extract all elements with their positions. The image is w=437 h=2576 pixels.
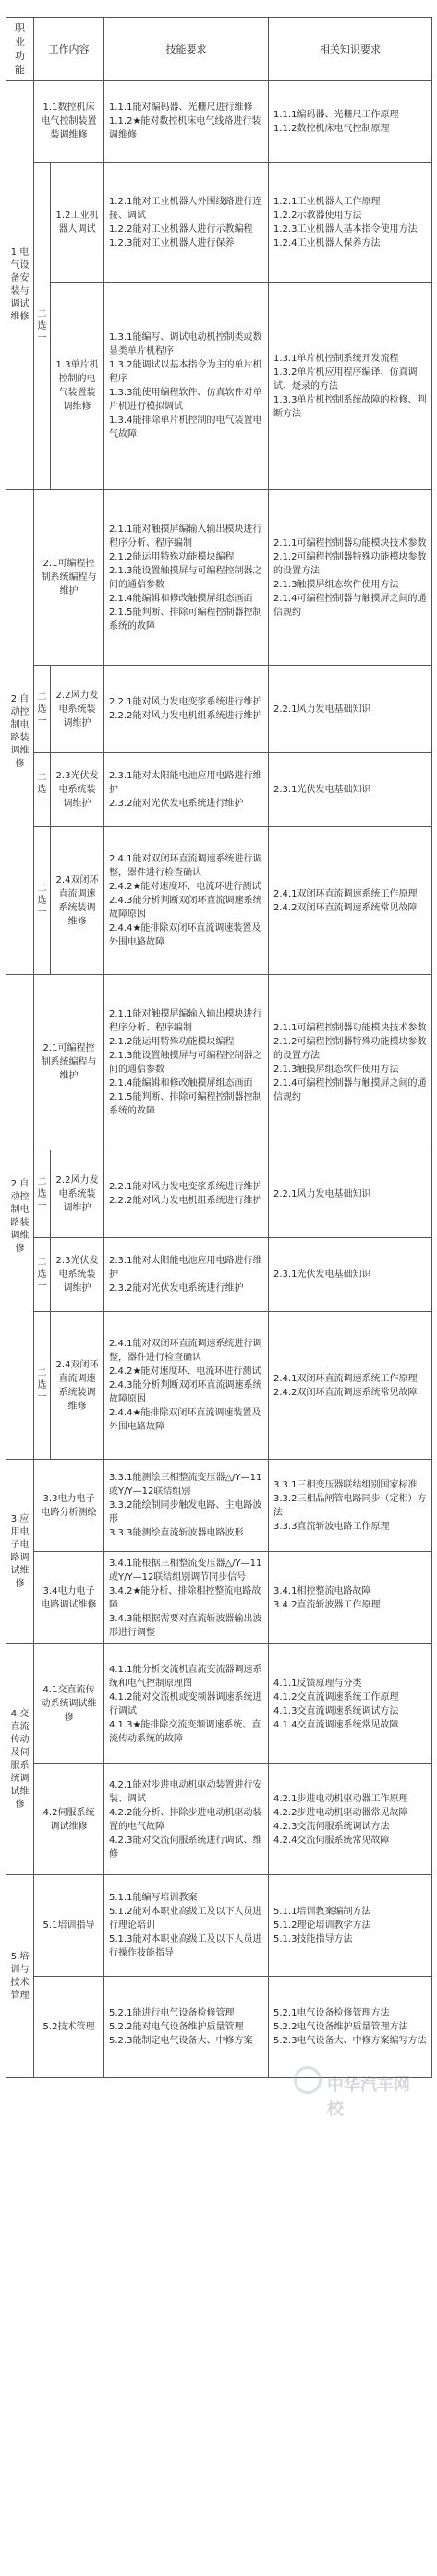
skill-item: 2.4.2★能对速度环、电流环进行测试 xyxy=(109,1366,261,1377)
function-cell: 4.交直流传动及伺服系统调试维修 xyxy=(6,1644,34,1875)
table-row xyxy=(6,1644,432,1764)
function-cell: 5.培训与技术管理 xyxy=(6,1875,34,2078)
knowledge-item: 1.3.2单片机应用程序编译、仿真调试、烧录的方法 xyxy=(273,367,418,391)
skill-item: 1.2.1能对工业机器人外围线路进行连接、调试 xyxy=(109,196,262,221)
skill-item: 2.2.1能对风力发电变浆系统进行维护 xyxy=(109,697,262,707)
skill-item: 1.3.1能编写、调试电动机控制类或数显类单片机程序 xyxy=(109,332,262,356)
skill-item: 4.1.1能分析交流机直流变流器调速系统和电气控制原理图 xyxy=(109,1664,262,1689)
header-task: 工作内容 xyxy=(34,18,104,81)
knowledge-item: 2.1.3触摸屏组态软件使用方法 xyxy=(273,1064,399,1075)
skill-cell xyxy=(104,753,269,827)
knowledge-cell xyxy=(269,490,432,666)
skill-item: 5.2.3能制定电气设备大、中修方案 xyxy=(109,2036,253,2046)
table-row xyxy=(6,753,432,827)
knowledge-cell xyxy=(269,666,432,753)
table-row xyxy=(6,163,432,283)
knowledge-item: 4.2.4交流伺服系统常见故障 xyxy=(273,1835,390,1846)
knowledge-cell xyxy=(269,1552,432,1644)
skill-cell xyxy=(104,1460,269,1552)
table-row xyxy=(6,1875,432,1977)
skill-item: 5.2.1能进行电气设备检修管理 xyxy=(109,2008,235,2018)
task-cell: 5.2技术管理 xyxy=(34,1977,104,2078)
knowledge-item: 2.3.1光伏发电基础知识 xyxy=(273,785,371,795)
task-cell: 2.1可编程控制系统编程与维护 xyxy=(34,975,104,1150)
knowledge-item: 2.1.3触摸屏组态软件使用方法 xyxy=(273,579,399,590)
knowledge-cell xyxy=(269,1644,432,1764)
knowledge-item: 1.1.1编码器、光栅尺工作原理 xyxy=(273,109,399,120)
knowledge-item: 2.1.1可编程控制器功能模块技术参数 xyxy=(273,1022,427,1033)
knowledge-item: 5.1.2理论培训教学方法 xyxy=(273,1920,371,1931)
skill-item: 1.2.2能对工业机器人进行示教编程 xyxy=(109,223,253,235)
task-cell: 2.1可编程控制系统编程与维护 xyxy=(34,490,104,666)
skill-item: 2.1.4能编辑和修改触摸屏组态画面 xyxy=(109,593,253,604)
watermark xyxy=(294,2066,423,2119)
knowledge-item: 4.1.1反馈原理与分类 xyxy=(273,1678,362,1689)
task-cell: 2.4双闭环直流调速系统装调维修 xyxy=(51,1312,104,1460)
knowledge-cell xyxy=(269,1875,432,1977)
skill-item: 2.1.5能判断、排除可编程控制器控制系统的故障 xyxy=(109,607,262,632)
knowledge-item: 1.2.1工业机器人工作原理 xyxy=(273,196,381,207)
skill-item: 1.3.3能使用编程软件、仿真软件对单片机进行模拟调试 xyxy=(109,388,262,412)
knowledge-item: 4.1.2交直流调速系统工作原理 xyxy=(273,1691,399,1703)
table-row xyxy=(6,1552,432,1644)
knowledge-cell xyxy=(269,1977,432,2078)
task-cell: 1.2工业机器人调试 xyxy=(51,163,104,283)
split-marker: 二选一 xyxy=(34,1312,51,1460)
skill-item: 2.2.2能对风力发电机组系统进行维护 xyxy=(109,711,262,721)
task-cell: 2.2风力发电系统装调维护 xyxy=(51,666,104,753)
table-row xyxy=(6,81,432,163)
skill-item: 2.2.1能对风力发电变浆系统进行维护 xyxy=(109,1182,262,1192)
knowledge-item: 1.2.2示教器使用方法 xyxy=(273,210,362,221)
knowledge-item: 2.2.1风力发电基础知识 xyxy=(273,704,371,715)
task-cell: 2.3光伏发电系统装调维护 xyxy=(51,753,104,827)
knowledge-item: 5.1.3技能指导方法 xyxy=(273,1934,353,1944)
knowledge-item: 3.3.2三相晶闸管电路同步（定相）方法 xyxy=(273,1493,427,1518)
skill-item: 2.3.2能对光伏发电系统进行维护 xyxy=(109,799,244,809)
table-row xyxy=(6,1312,432,1460)
skill-item: 2.1.1能对触摸屏编输入输出模块进行程序分析、程序编制 xyxy=(109,524,262,548)
skill-item: 2.4.2★能对速度环、电流环进行测试 xyxy=(109,882,261,892)
knowledge-cell xyxy=(269,163,432,283)
knowledge-cell xyxy=(269,1764,432,1875)
task-cell: 2.3光伏发电系统装调维护 xyxy=(51,1238,104,1312)
split-marker: 二选一 xyxy=(34,753,51,827)
task-cell: 1.1数控机床电气控制装置装调维修 xyxy=(34,81,104,163)
skill-item: 4.2.1能对步进电动机驱动装置进行安装、调试 xyxy=(109,1779,262,1804)
skill-cell xyxy=(104,283,269,490)
skill-item: 2.4.3能分析判断双闭环直流调速系统故障原因 xyxy=(109,896,262,920)
table-row xyxy=(6,490,432,666)
table-row xyxy=(6,1977,432,2078)
knowledge-item: 2.1.2可编程控制器特殊功能模块参数的设置方法 xyxy=(273,1036,427,1061)
knowledge-item: 2.4.1双闭环直流调速系统工作原理 xyxy=(273,1373,418,1384)
skill-item: 2.1.3能设置触摸屏与可编程控制器之间的通信参数 xyxy=(109,1050,262,1075)
skill-cell xyxy=(104,163,269,283)
skill-item: 2.3.1能对太阳能电池应用电路进行维护 xyxy=(109,1256,262,1280)
knowledge-item: 2.1.4可编程控制器与触摸屏之间的通信规约 xyxy=(273,593,427,618)
skill-item: 5.2.2能对电气设备维护质量管理 xyxy=(109,2022,244,2032)
skill-item: 2.4.1能对双闭环直流调速系统进行调整，器件进行检查确认 xyxy=(109,1339,262,1363)
table-header-row xyxy=(6,18,432,81)
skill-cell xyxy=(104,1644,269,1764)
split-marker: 二选一 xyxy=(34,1150,51,1238)
header-func: 职业功能 xyxy=(6,18,34,81)
skill-item: 4.1.2能对交流机或变频器调速系统进行调试 xyxy=(109,1691,262,1716)
knowledge-item: 2.2.1风力发电基础知识 xyxy=(273,1188,371,1199)
skill-item: 4.2.2能分析、排除步进电动机驱动装置的电气故障 xyxy=(109,1807,262,1832)
skill-cell xyxy=(104,81,269,163)
skill-item: 5.1.3能对本职业高级工及以下人员进行操作技能指导 xyxy=(109,1934,262,1958)
skill-item: 2.1.2能运用特殊功能模块编程 xyxy=(109,1036,235,1047)
knowledge-item: 3.3.1三相变压器联结组别国家标准 xyxy=(273,1479,418,1490)
knowledge-item: 1.3.3单片机控制系统故障的检修、判断方法 xyxy=(273,394,427,419)
knowledge-item: 4.2.3交流伺服系统调试方法 xyxy=(273,1821,390,1832)
knowledge-item: 2.4.2双闭环直流调速系统常见故障 xyxy=(273,1387,418,1398)
skill-item: 4.1.3★能排除交流变频调速系统、直流传动系统的故障 xyxy=(109,1719,261,1744)
knowledge-item: 2.1.2可编程控制器特殊功能模块参数的设置方法 xyxy=(273,551,427,576)
knowledge-item: 5.2.1电气设备检修管理方法 xyxy=(273,2008,390,2018)
table-row xyxy=(6,1150,432,1238)
skill-item: 2.1.4能编辑和修改触摸屏组态画面 xyxy=(109,1077,253,1089)
knowledge-item: 1.2.3工业机器人基本指令使用方法 xyxy=(273,223,418,235)
table-row xyxy=(6,1238,432,1312)
split-marker: 二选一 xyxy=(34,827,51,975)
knowledge-item: 2.4.1双闭环直流调速系统工作原理 xyxy=(273,888,418,899)
knowledge-item: 3.3.3直流斩波电路工作原理 xyxy=(273,1521,390,1532)
knowledge-item: 4.1.4交直流调速系统常见故障 xyxy=(273,1719,399,1730)
skill-item: 2.1.3能设置触摸屏与可编程控制器之间的通信参数 xyxy=(109,565,262,590)
task-cell: 4.2伺服系统调试维修 xyxy=(34,1764,104,1875)
skill-item: 3.3.1能测绘三相整流变压器△/Y—11或Y/Y—12联结组别 xyxy=(109,1473,262,1497)
task-cell: 3.3电力电子电路分析测绘 xyxy=(34,1460,104,1552)
skill-item: 2.1.2能运用特殊功能模块编程 xyxy=(109,551,235,562)
skill-cell xyxy=(104,1552,269,1644)
function-cell: 1.电气设备安装与调试维修 xyxy=(6,81,34,490)
function-cell: 3.应用电子电路调试维修 xyxy=(6,1460,34,1644)
skill-cell xyxy=(104,490,269,666)
skill-cell xyxy=(104,975,269,1150)
split-marker: 二选一 xyxy=(34,163,51,490)
task-cell: 1.3单片机控制的电气装置装调维修 xyxy=(51,283,104,490)
skill-cell xyxy=(104,1238,269,1312)
knowledge-item: 5.1.1培训教案编制方法 xyxy=(273,1907,371,1917)
knowledge-item: 2.1.4可编程控制器与触摸屏之间的通信规约 xyxy=(273,1077,427,1102)
knowledge-item: 1.3.1单片机控制系统开发流程 xyxy=(273,353,399,364)
function-cell: 2.自动控制电路装调维修 xyxy=(6,975,34,1460)
watermark-logo-icon xyxy=(294,2066,322,2094)
skill-item: 3.4.3能根据需要对直流斩波器输出波形进行调整 xyxy=(109,1613,262,1638)
knowledge-item: 2.4.2双闭环直流调速系统常见故障 xyxy=(273,902,418,913)
knowledge-item: 1.2.4工业机器人保养方法 xyxy=(273,237,381,248)
knowledge-item: 4.2.1步进电动机驱动器工作原理 xyxy=(273,1793,408,1804)
skill-cell xyxy=(104,1312,269,1460)
knowledge-item: 3.4.1相控整流电路故障 xyxy=(273,1585,371,1596)
task-cell: 3.4电力电子电路调试维修 xyxy=(34,1552,104,1644)
table-row xyxy=(6,1764,432,1875)
skill-cell xyxy=(104,827,269,975)
skill-item: 1.3.4能排除单片机控制的电气装置电气故障 xyxy=(109,415,262,439)
skill-item: 1.1.2★能对数控机床电气线路进行装调维修 xyxy=(109,116,261,140)
skill-cell xyxy=(104,1875,269,1977)
task-cell: 2.2风力发电系统装调维护 xyxy=(51,1150,104,1238)
knowledge-item: 5.2.3电气设备大、中修方案编写方法 xyxy=(273,2036,427,2046)
table-row xyxy=(6,283,432,490)
table-row xyxy=(6,1460,432,1552)
skill-cell xyxy=(104,1977,269,2078)
skill-item: 2.3.2能对光伏发电系统进行维护 xyxy=(109,1283,244,1294)
split-marker: 二选一 xyxy=(34,1238,51,1312)
knowledge-cell xyxy=(269,753,432,827)
knowledge-item: 3.4.2直流斩波器工作原理 xyxy=(273,1599,381,1610)
knowledge-item: 4.2.2步进电动机驱动器常见故障 xyxy=(273,1807,408,1818)
skill-item: 2.4.4★能排除双闭环直流调速装置及外围电路故障 xyxy=(109,1408,261,1432)
skill-item: 2.4.4★能排除双闭环直流调速装置及外围电路故障 xyxy=(109,923,261,947)
skill-item: 2.3.1能对太阳能电池应用电路进行维护 xyxy=(109,771,262,795)
task-cell: 4.1交直流传动系统调试维修 xyxy=(34,1644,104,1764)
skill-item: 1.2.3能对工业机器人进行保养 xyxy=(109,237,235,248)
knowledge-item: 2.1.1可编程控制器功能模块技术参数 xyxy=(273,537,427,548)
skill-item: 3.3.3能测绘直流斩波器电路波形 xyxy=(109,1528,244,1538)
skill-item: 2.2.2能对风力发电机组系统进行维护 xyxy=(109,1196,262,1206)
header-skill: 技能要求 xyxy=(104,18,269,81)
skill-cell xyxy=(104,666,269,753)
skill-item: 3.4.2★能分析、排除相控整流电路故障 xyxy=(109,1585,261,1610)
skill-item: 3.3.2能绘制同步触发电路、主电路波形 xyxy=(109,1500,262,1524)
knowledge-item: 5.2.2电气设备维护质量管理方法 xyxy=(273,2022,408,2032)
skill-item: 2.1.5能判断、排除可编程控制器控制系统的故障 xyxy=(109,1091,262,1116)
table-row xyxy=(6,827,432,975)
skill-item: 2.4.1能对双闭环直流调速系统进行调整，器件进行检查确认 xyxy=(109,854,262,878)
skill-item: 5.1.2能对本职业高级工及以下人员进行理论培训 xyxy=(109,1907,262,1931)
skill-item: 3.4.1能根据三相整流变压器△/Y—11或Y/Y—12联结组别调节同步信号 xyxy=(109,1558,262,1583)
knowledge-cell xyxy=(269,283,432,490)
skills-table xyxy=(6,17,432,2078)
watermark-text: 中华汽车网校 xyxy=(327,2076,410,2119)
knowledge-cell xyxy=(269,827,432,975)
knowledge-item: 1.1.2数控机床电气控制原理 xyxy=(273,123,390,134)
knowledge-cell xyxy=(269,1312,432,1460)
skill-item: 2.1.1能对触摸屏编输入输出模块进行程序分析、程序编制 xyxy=(109,1008,262,1033)
task-cell: 2.4双闭环直流调速系统装调维修 xyxy=(51,827,104,975)
knowledge-cell xyxy=(269,975,432,1150)
header-knowledge: 相关知识要求 xyxy=(269,18,432,81)
skill-item: 1.3.2能调试以基本指令为主的单片机程序 xyxy=(109,360,262,384)
function-cell: 2.自动控制电路装调维修 xyxy=(6,490,34,975)
skill-cell xyxy=(104,1764,269,1875)
knowledge-cell xyxy=(269,1460,432,1552)
split-marker: 二选一 xyxy=(34,666,51,753)
table-row xyxy=(6,666,432,753)
table-row xyxy=(6,975,432,1150)
knowledge-cell xyxy=(269,1238,432,1312)
skill-cell xyxy=(104,1150,269,1238)
knowledge-cell xyxy=(269,81,432,163)
knowledge-item: 4.1.3交直流调速系统调试方法 xyxy=(273,1705,399,1716)
skill-item: 2.4.3能分析判断双闭环直流调速系统故障原因 xyxy=(109,1380,262,1404)
skill-item: 1.1.1能对编码器、光栅尺进行维修 xyxy=(109,102,253,113)
knowledge-item: 2.3.1光伏发电基础知识 xyxy=(273,1270,371,1280)
knowledge-cell xyxy=(269,1150,432,1238)
task-cell: 5.1培训指导 xyxy=(34,1875,104,1977)
skill-item: 5.1.1能编写培训教案 xyxy=(109,1893,198,1903)
skill-item: 4.2.3能对交流伺服系统进行调试、维修 xyxy=(109,1835,262,1860)
